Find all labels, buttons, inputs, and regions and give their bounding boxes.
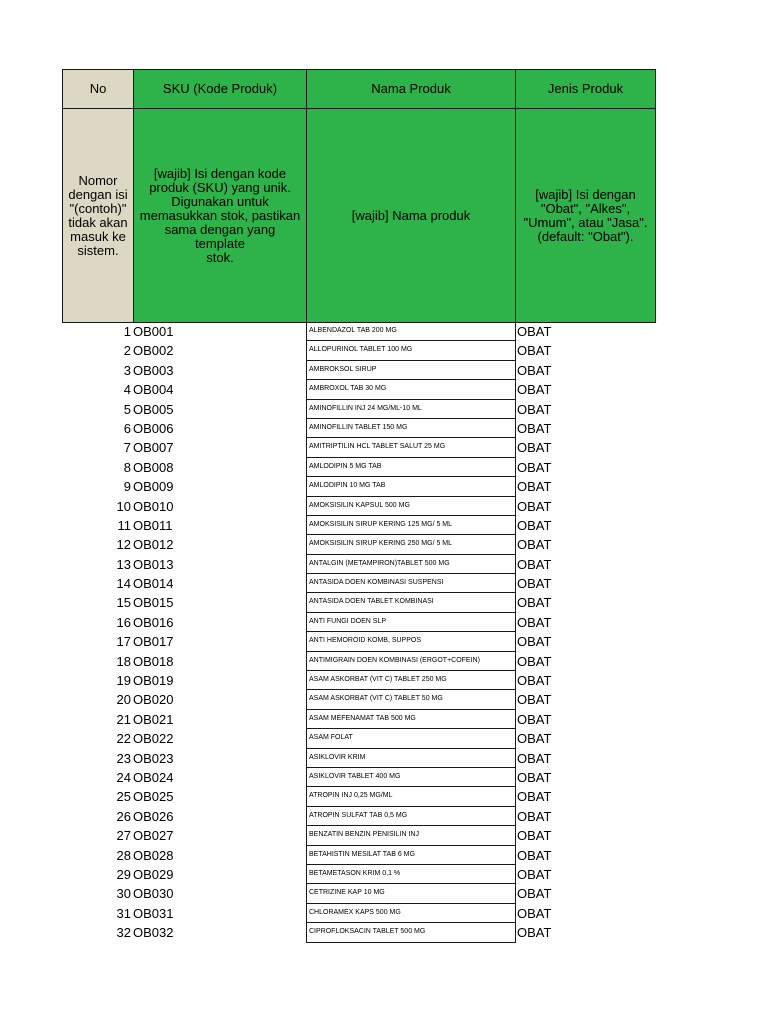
cell-no[interactable]: 17 [116, 634, 131, 650]
cell-jenis[interactable]: OBAT [517, 479, 552, 495]
description-line: tidak akan [68, 214, 128, 230]
description-no-text [68, 174, 127, 258]
description-line: memasukkan stok, pastikan [139, 207, 301, 223]
cell-sku[interactable]: OB002 [133, 343, 174, 359]
cell-jenis[interactable]: OBAT [517, 440, 552, 456]
cell-no[interactable]: 16 [116, 614, 131, 630]
cell-sku[interactable]: OB028 [133, 847, 174, 863]
table-row [0, 923, 768, 942]
cell-name[interactable]: ANTASIDA DOEN KOMBINASI SUSPENSI [306, 574, 516, 593]
table-row [0, 632, 768, 651]
table-row [0, 535, 768, 554]
cell-no[interactable]: 22 [116, 731, 131, 747]
cell-sku[interactable]: OB004 [133, 382, 174, 398]
description-line: (default: "Obat"). [537, 228, 634, 244]
cell-no[interactable]: 29 [116, 866, 131, 882]
cell-name[interactable]: ASAM MEFENAMAT TAB 500 MG [306, 710, 516, 729]
cell-jenis[interactable]: OBAT [517, 653, 552, 669]
table-row [0, 497, 768, 516]
description-jenis[interactable] [515, 108, 656, 323]
data-rows [0, 322, 768, 943]
cell-name[interactable]: ANTIMIGRAIN DOEN KOMBINASI (ERGOT+COFEIN) [306, 652, 516, 671]
description-line: sistem. [77, 242, 119, 258]
cell-no[interactable]: 3 [123, 362, 131, 378]
cell-name[interactable]: CHLORAMEX KAPS 500 MG [306, 904, 516, 923]
description-line: stok. [206, 249, 234, 265]
cell-name[interactable]: ASAM ASKORBAT (VIT C) TABLET 50 MG [306, 690, 516, 709]
cell-no[interactable]: 30 [116, 886, 131, 902]
cell-no[interactable]: 15 [116, 595, 131, 611]
cell-name[interactable]: AMOKSISILIN SIRUP KERING 250 MG/ 5 ML [306, 535, 516, 554]
description-line: Digunakan untuk [171, 193, 269, 209]
cell-sku[interactable]: OB016 [133, 614, 174, 630]
cell-jenis[interactable]: OBAT [517, 673, 552, 689]
table-row [0, 458, 768, 477]
table-row [0, 341, 768, 360]
cell-no[interactable]: 13 [116, 556, 131, 572]
table-row [0, 846, 768, 865]
cell-no[interactable]: 19 [116, 673, 131, 689]
cell-jenis[interactable]: OBAT [517, 905, 552, 921]
cell-name[interactable]: AMINOFILLIN INJ 24 MG/ML-10 ML [306, 400, 516, 419]
column-header-name-label: Nama Produk [371, 81, 451, 96]
table-row [0, 671, 768, 690]
cell-name[interactable]: AMITRIPTILIN HCL TABLET SALUT 25 MG [306, 438, 516, 457]
column-header-jenis-label: Jenis Produk [547, 81, 624, 96]
cell-sku[interactable]: OB010 [133, 498, 174, 514]
cell-name[interactable]: CIPROFLOKSACIN TABLET 500 MG [306, 923, 516, 942]
cell-jenis[interactable]: OBAT [517, 517, 552, 533]
cell-name[interactable]: AMOKSISILIN KAPSUL 500 MG [306, 497, 516, 516]
cell-no[interactable]: 14 [116, 576, 131, 592]
cell-no[interactable]: 24 [116, 769, 131, 785]
table-row [0, 787, 768, 806]
cell-name[interactable]: ASIKLOVIR TABLET 400 MG [306, 768, 516, 787]
column-header-jenis[interactable] [515, 69, 656, 109]
cell-no[interactable]: 18 [116, 653, 131, 669]
cell-no[interactable]: 25 [116, 789, 131, 805]
cell-sku[interactable]: OB014 [133, 576, 174, 592]
cell-jenis[interactable]: OBAT [517, 847, 552, 863]
table-row [0, 826, 768, 845]
cell-jenis[interactable]: OBAT [517, 556, 552, 572]
cell-sku[interactable]: OB017 [133, 634, 174, 650]
cell-name[interactable]: BENZATIN BENZIN PENISILIN INJ [306, 826, 516, 845]
table-row [0, 555, 768, 574]
description-line: "Umum", atau "Jasa". [523, 214, 648, 230]
cell-jenis[interactable]: OBAT [517, 537, 552, 553]
cell-no[interactable]: 26 [116, 808, 131, 824]
table-row [0, 690, 768, 709]
cell-name[interactable]: AMBROKSOL SIRUP [306, 361, 516, 380]
cell-no[interactable]: 9 [123, 479, 131, 495]
description-no[interactable] [62, 108, 134, 323]
cell-name[interactable]: ATROPIN SULFAT TAB 0,5 MG [306, 807, 516, 826]
table-row [0, 865, 768, 884]
column-header-sku[interactable] [133, 69, 307, 109]
cell-sku[interactable]: OB029 [133, 866, 174, 882]
cell-name[interactable]: AMINOFILLIN TABLET 150 MG [306, 419, 516, 438]
cell-sku[interactable]: OB024 [133, 769, 174, 785]
cell-name[interactable]: ATROPIN INJ 0,25 MG/ML [306, 787, 516, 806]
cell-sku[interactable]: OB030 [133, 886, 174, 902]
cell-name[interactable]: ANTASIDA DOEN TABLET KOMBINASI [306, 593, 516, 612]
cell-name[interactable]: CETRIZINE KAP 10 MG [306, 884, 516, 903]
cell-no[interactable]: 23 [116, 750, 131, 766]
cell-sku[interactable]: OB001 [133, 324, 174, 339]
cell-jenis[interactable]: OBAT [517, 692, 552, 708]
cell-name[interactable]: ALLOPURINOL TABLET 100 MG [306, 341, 516, 360]
cell-jenis[interactable]: OBAT [517, 420, 552, 436]
cell-jenis[interactable]: OBAT [517, 731, 552, 747]
table-row [0, 322, 768, 341]
description-sku[interactable] [133, 108, 307, 323]
cell-jenis[interactable]: OBAT [517, 634, 552, 650]
cell-sku[interactable]: OB020 [133, 692, 174, 708]
column-header-no[interactable] [62, 69, 134, 109]
description-name[interactable] [306, 108, 516, 323]
cell-no[interactable]: 11 [117, 517, 131, 533]
cell-jenis[interactable]: OBAT [517, 808, 552, 824]
table-row [0, 884, 768, 903]
table-row [0, 516, 768, 535]
table-row [0, 593, 768, 612]
cell-sku[interactable]: OB008 [133, 459, 174, 475]
cell-sku[interactable]: OB032 [133, 925, 174, 941]
cell-sku[interactable]: OB018 [133, 653, 174, 669]
cell-name[interactable]: ASAM ASKORBAT (VIT C) TABLET 250 MG [306, 671, 516, 690]
cell-name[interactable]: ASAM FOLAT [306, 729, 516, 748]
cell-no[interactable]: 27 [116, 828, 131, 844]
cell-name[interactable]: ANTI HEMOROID KOMB, SUPPOS [306, 632, 516, 651]
cell-no[interactable]: 8 [123, 459, 131, 475]
table-row [0, 904, 768, 923]
cell-no[interactable]: 4 [123, 382, 131, 398]
cell-name[interactable]: BETAMETASON KRIM 0,1 % [306, 865, 516, 884]
table-row [0, 361, 768, 380]
table-row [0, 652, 768, 671]
cell-name[interactable]: AMLODIPIN 10 MG TAB [306, 477, 516, 496]
description-jenis-text [524, 188, 648, 244]
column-header-sku-label: SKU (Kode Produk) [162, 81, 278, 96]
cell-sku[interactable]: OB003 [133, 362, 174, 378]
cell-no[interactable]: 28 [116, 847, 131, 863]
description-line: "(contoh)" [69, 200, 127, 216]
cell-name[interactable]: ALBENDAZOL TAB 200 MG [306, 322, 516, 341]
description-line: masuk ke [70, 228, 126, 244]
cell-jenis[interactable]: OBAT [517, 459, 552, 475]
cell-no[interactable]: 32 [116, 925, 131, 941]
description-line: [wajib] Isi dengan kode [153, 165, 287, 181]
table-row [0, 574, 768, 593]
cell-name[interactable]: ANTI FUNGI DOEN SLP [306, 613, 516, 632]
cell-name[interactable]: AMLODIPIN 5 MG TAB [306, 458, 516, 477]
cell-sku[interactable]: OB025 [133, 789, 174, 805]
cell-jenis[interactable]: OBAT [517, 750, 552, 766]
cell-no[interactable]: 10 [116, 498, 131, 514]
cell-sku[interactable]: OB012 [133, 537, 174, 553]
cell-jenis[interactable]: OBAT [517, 382, 552, 398]
cell-name[interactable]: BETAHISTIN MESILAT TAB 6 MG [306, 846, 516, 865]
cell-jenis[interactable]: OBAT [517, 324, 552, 339]
cell-jenis[interactable]: OBAT [517, 362, 552, 378]
cell-no[interactable]: 6 [123, 420, 131, 436]
cell-sku[interactable]: OB006 [133, 420, 174, 436]
cell-sku[interactable]: OB005 [133, 401, 174, 417]
description-line: dengan isi [68, 186, 128, 202]
cell-jenis[interactable]: OBAT [517, 576, 552, 592]
cell-jenis[interactable]: OBAT [517, 866, 552, 882]
cell-sku[interactable]: OB027 [133, 828, 174, 844]
description-line: Nomor [78, 172, 118, 188]
table-row [0, 477, 768, 496]
cell-jenis[interactable]: OBAT [517, 498, 552, 514]
cell-jenis[interactable]: OBAT [517, 711, 552, 727]
cell-no[interactable]: 12 [116, 537, 131, 553]
cell-jenis[interactable]: OBAT [517, 828, 552, 844]
table-row [0, 768, 768, 787]
table-row [0, 380, 768, 399]
table-row [0, 419, 768, 438]
description-line: [wajib] Nama produk [351, 207, 471, 223]
table-row [0, 749, 768, 768]
cell-sku[interactable]: OB019 [133, 673, 174, 689]
cell-no[interactable]: 2 [123, 343, 131, 359]
cell-jenis[interactable]: OBAT [517, 789, 552, 805]
cell-no[interactable]: 7 [123, 440, 131, 456]
cell-name[interactable]: ANTALGIN (METAMPIRON)TABLET 500 MG [306, 555, 516, 574]
table-row [0, 710, 768, 729]
description-sku-text [138, 167, 302, 265]
table-row [0, 438, 768, 457]
cell-jenis[interactable]: OBAT [517, 401, 552, 417]
table-row [0, 729, 768, 748]
cell-no[interactable]: 31 [116, 905, 131, 921]
description-line: "Obat", "Alkes", [540, 200, 631, 216]
cell-sku[interactable]: OB031 [133, 905, 174, 921]
cell-name[interactable]: ASIKLOVIR KRIM [306, 749, 516, 768]
description-line: produk (SKU) yang unik. [149, 179, 291, 195]
cell-name[interactable]: AMOKSISILIN SIRUP KERING 125 MG/ 5 ML [306, 516, 516, 535]
column-header-no-label: No [89, 81, 107, 96]
table-row [0, 807, 768, 826]
cell-sku[interactable]: OB026 [133, 808, 174, 824]
column-header-name[interactable] [306, 69, 516, 109]
cell-sku[interactable]: OB022 [133, 731, 174, 747]
cell-no[interactable]: 1 [123, 324, 131, 339]
cell-sku[interactable]: OB013 [133, 556, 174, 572]
cell-sku[interactable]: OB021 [133, 711, 174, 727]
cell-jenis[interactable]: OBAT [517, 925, 552, 941]
description-line: [wajib] Isi dengan [535, 186, 636, 202]
cell-jenis[interactable]: OBAT [517, 595, 552, 611]
cell-name[interactable]: AMBROXOL TAB 30 MG [306, 380, 516, 399]
cell-jenis[interactable]: OBAT [517, 769, 552, 785]
description-line: sama dengan yang template [164, 221, 276, 251]
cell-no[interactable]: 21 [116, 711, 131, 727]
cell-jenis[interactable]: OBAT [517, 343, 552, 359]
cell-sku[interactable]: OB015 [133, 595, 174, 611]
table-row [0, 613, 768, 632]
cell-sku[interactable]: OB011 [133, 517, 173, 533]
cell-no[interactable]: 5 [123, 401, 131, 417]
cell-sku[interactable]: OB007 [133, 440, 174, 456]
cell-no[interactable]: 20 [116, 692, 131, 708]
table-row [0, 400, 768, 419]
cell-sku[interactable]: OB009 [133, 479, 174, 495]
cell-jenis[interactable]: OBAT [517, 614, 552, 630]
cell-jenis[interactable]: OBAT [517, 886, 552, 902]
description-name-text [352, 209, 471, 223]
cell-sku[interactable]: OB023 [133, 750, 174, 766]
